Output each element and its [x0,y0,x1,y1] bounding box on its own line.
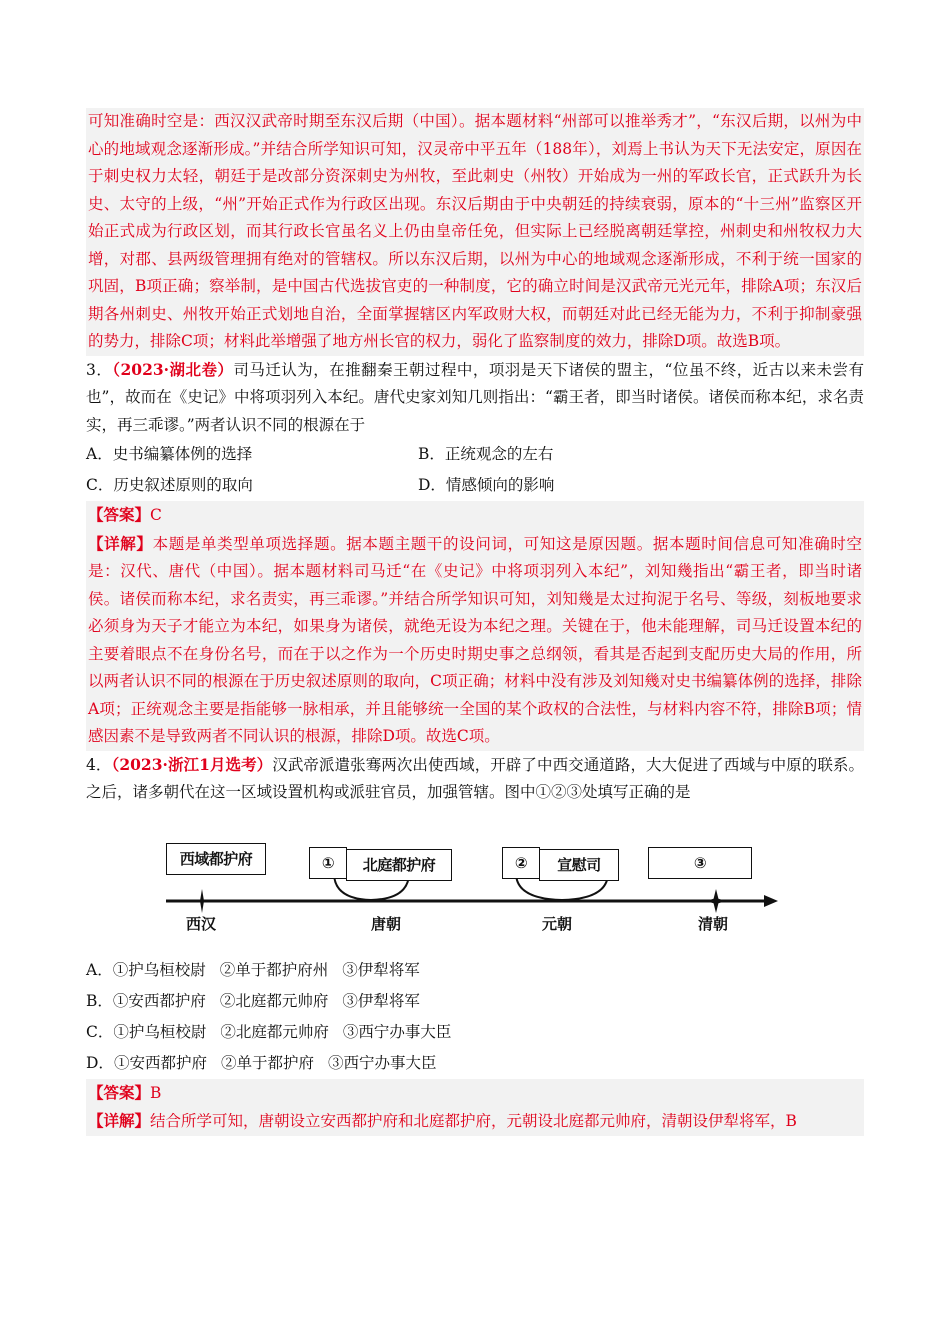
q3-option-c: C．历史叙述原则的取向 [86,476,253,494]
q4-option-b-3: ③伊犁将军 [342,991,420,1010]
q2-detail-block [86,108,864,356]
q4-answer-line [88,1079,862,1108]
q3-number: 3． [86,360,113,379]
xihan-tick [200,889,204,913]
timeline-arrowhead [764,895,778,907]
timeline-figure [86,843,864,943]
q3-answer-block [86,501,864,751]
box-mark-3: ③ [648,847,752,879]
q4-detail-tag: 【详解】 [88,1111,151,1130]
era-tang: 唐朝 [371,914,402,933]
q4-option-a-2: ②单于都护府州 [219,960,329,979]
q4-detail-text: 结合所学可知，唐朝设立安西都护府和北庭都护府，元朝设北庭都元帅府，清朝设伊犁将军，B [150,1112,797,1130]
q4-option-d [86,1048,864,1079]
q4-option-a [86,955,864,986]
q4-option-d-3: ③西宁办事大臣 [327,1053,437,1072]
q3-detail-line [88,530,862,751]
box-xiyu-duhufu: 西域都护府 [166,843,266,875]
document-page [86,108,864,1136]
box-mark-2: ② [502,847,540,879]
box-beiting-duhufu: 北庭都护府 [346,849,452,881]
qing-tick-wing [706,898,726,904]
q3-stem: 司马迁认为，在推翻秦王朝过程中，项羽是天下诸侯的盟主，“位虽不终，近古以来未尝有也”，故而在《史记》中将项羽列入本纪。唐代史家刘知几则指出：“霸王者，即当时诸侯。诸侯而称本纪，求名责实，再三乖谬。”两者认识不同的根源在于 [86,360,864,434]
q4-number: 4． [86,755,112,774]
q4-option-d-2: ②单于都护府 [220,1053,314,1072]
q4-option-c-1: ①护乌桓校尉 [113,1022,207,1041]
question-3 [86,356,864,440]
question-4 [86,751,864,807]
q4-option-b-2: ②北庭都元帅府 [219,991,329,1010]
q3-options-row-2 [86,470,864,501]
q4-option-c [86,1017,864,1048]
q3-answer-value: C [150,506,162,524]
box-xuanweisi: 宣慰司 [539,849,619,881]
q4-stem: 汉武帝派遣张骞两次出使西域，开辟了中西交通道路，大大促进了西域与中原的联系。之后，诸多朝代在这一区域设置机构或派驻官员，加强管辖。图中①②③处填写正确的是 [86,755,864,801]
q4-option-b-letter: B． [86,991,113,1010]
box-mark-1: ① [309,847,347,879]
q3-options-row-1 [86,439,864,470]
q4-option-c-2: ②北庭都元帅府 [220,1022,329,1041]
q4-detail-line [88,1107,862,1136]
q4-option-d-1: ①安西都护府 [113,1053,207,1072]
q4-option-a-letter: A． [86,960,113,979]
q4-answer-tag: 【答案】 [88,1082,151,1102]
q4-answer-value: B [150,1083,162,1102]
q3-source: （2023·湖北卷） [112,359,234,379]
q3-answer-tag: 【答案】 [88,505,151,524]
q2-detail-text: 可知准确时空是：西汉汉武帝时期至东汉后期（中国）。据本题材料“州部可以推举秀才”，“东汉后期，以州为中心的地域观念逐渐形成。”并结合所学知识可知，汉灵帝中平五年（188年），刘焉上书认为天下无法安定，原因在于刺史权力太轻，朝廷于是改部分资深刺史为州牧，至此刺史（州牧）开始成为一州的军政长官，正式跃升为长史、太守的上级，“州”开始正式作为行政区出现。东汉后期由于中央朝廷的持续衰弱，原本的“十三州”监察区开始正式成为行政区划，而其行政长官虽名义上仍由皇帝任免，但实际上已经脱离朝廷掌控，州刺史和州牧权力大增，对郡、县两级管理拥有绝对的管辖权。所以东汉后期，以州为中心的地域观念逐渐形成，不利于统一国家的巩固，B项正确；察举制，是中国古代选拔官吏的一种制度，它的确立时间是汉武帝元光元年，排除A项；东汉后期各州刺史、州牧开始正式划地自治，全面掌握辖区内军政财大权，而朝廷对此已经无能为力，不利于抑制豪强的势力，排除C项；材料此举增强了地方州长官的权力，弱化了监察制度的效力，排除D项。故选B项。 [88,112,862,350]
q4-option-c-3: ③西宁办事大臣 [342,1022,452,1041]
q4-source: （2023·浙江1月选考） [111,754,273,774]
q3-option-d: D．情感倾向的影响 [418,476,555,494]
q4-option-c-letter: C． [86,1022,114,1041]
q3-answer-line [88,501,862,530]
era-yuan: 元朝 [542,914,573,933]
q4-option-b-1: ①安西都护府 [112,991,206,1010]
q4-answer-block [86,1079,864,1136]
q4-option-d-letter: D． [86,1053,114,1072]
q4-option-a-1: ①护乌桓校尉 [112,960,206,979]
q4-option-a-3: ③伊犁将军 [342,960,420,979]
q3-detail-text: 本题是单类型单项选择题。据本题主题干的设问词，可知这是原因题。据本题时间信息可知准确时空是：汉代、唐代（中国）。据本题材料司马迁“在《史记》中将项羽列入本纪”，刘知幾指出“霸王者，即当时诸侯。诸侯而称本纪，求名责实，再三乖谬。”并结合所学知识可知，刘知幾是太过拘泥于名号、等级，刻板地要求必须身为天子才能立为本纪，如果身为诸侯，就绝无设为本纪之理。关键在于，他未能理解，司马迁设置本纪的主要着眼点不在身份名号，而在于以之作为一个历史时期史事之总纲领，看其是否起到支配历史大局的作用，所以两者认识不同的根源在于历史叙述原则的取向，C项正确；材料中没有涉及刘知幾对史书编纂体例的选择，排除A项；正统观念主要是指能够一脉相承，并且能够统一全国的某个政权的合法性，与材料内容不符，排除B项；情感因素不是导致两者不同认识的根源，排除D项。故选C项。 [88,534,862,745]
era-qing: 清朝 [698,914,729,933]
era-xihan: 西汉 [186,914,217,933]
q3-detail-tag: 【详解】 [88,533,153,553]
q3-option-b: B．正统观念的左右 [418,445,554,463]
q4-option-b [86,986,864,1017]
q3-option-a: A．史书编纂体例的选择 [86,445,253,463]
